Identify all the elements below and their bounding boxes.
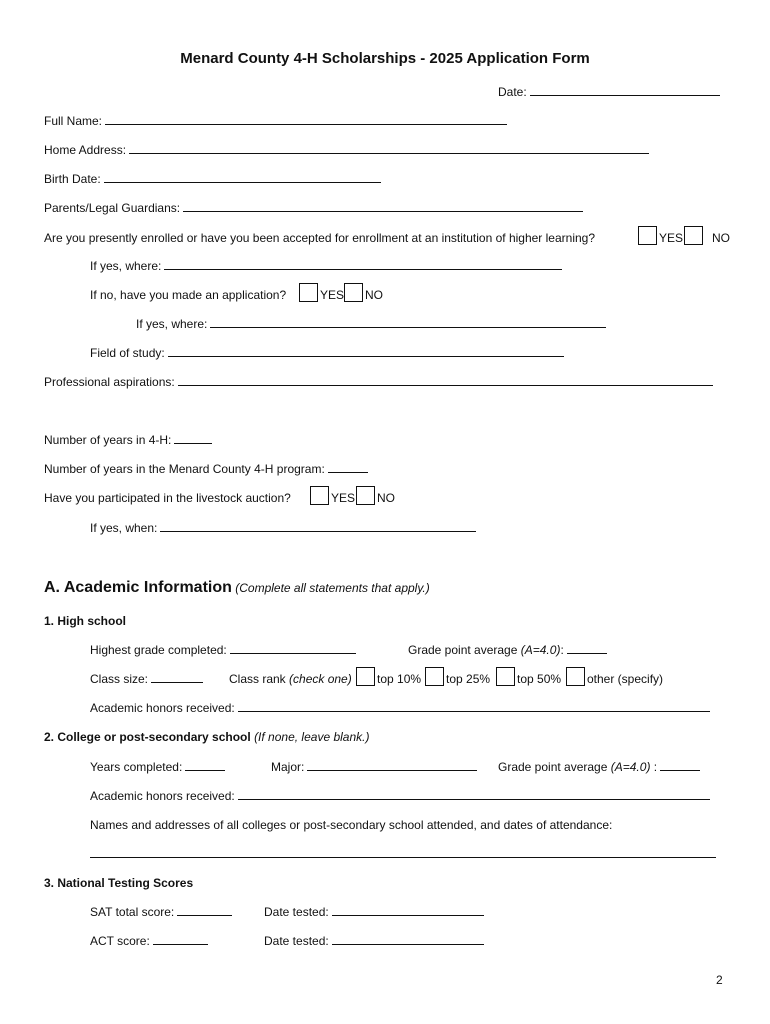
sat-field: [90, 904, 232, 920]
hs-gpa-field: Grade point average (A=4.0):: [408, 642, 607, 658]
enrolled-where-field: [90, 258, 562, 274]
years-menard-label: Number of years in the Menard County 4-H program:: [44, 462, 325, 476]
livestock-question: Have you participated in the livestock auction?: [44, 491, 291, 505]
application-yes-label: YES: [320, 288, 345, 302]
years-4h-field: [44, 432, 212, 448]
enrolled-where-input-line[interactable]: [164, 258, 562, 270]
major-field: [271, 759, 477, 775]
livestock-no-checkbox[interactable]: [356, 486, 375, 505]
field-of-study-input-line[interactable]: [168, 345, 564, 357]
aspirations-input-line[interactable]: [178, 374, 713, 386]
guardians-label: Parents/Legal Guardians:: [44, 201, 181, 215]
years-completed-field: [90, 759, 225, 775]
section-a-heading: [44, 580, 430, 596]
page-number: 2: [716, 973, 723, 987]
sat-input-line[interactable]: [177, 904, 232, 916]
application-no-label: NO: [365, 288, 383, 302]
rank-other-checkbox[interactable]: [566, 667, 585, 686]
birth-date-label: Birth Date:: [44, 172, 101, 186]
sat-label: SAT total score:: [90, 905, 175, 919]
names-addresses-label: Names and addresses of all colleges or post-secondary school attended, and dates of attendance:: [90, 818, 613, 832]
college-gpa-label: Grade point average: [498, 760, 608, 774]
years-4h-label: Number of years in 4-H:: [44, 433, 172, 447]
section-a-note: (Complete all statements that apply.): [235, 581, 430, 595]
hs-gpa-label: Grade point average: [408, 643, 518, 657]
years-4h-input-line[interactable]: [174, 432, 212, 444]
enrollment-question: Are you presently enrolled or have you been accepted for enrollment at an institution of higher learning?: [44, 231, 596, 245]
rank-other-label: other (specify): [587, 672, 664, 686]
livestock-when-input-line[interactable]: [160, 520, 476, 532]
livestock-yes-checkbox[interactable]: [310, 486, 329, 505]
enrolled-where-label: If yes, where:: [90, 259, 162, 273]
act-field: [90, 933, 208, 949]
field-of-study-label: Field of study:: [90, 346, 165, 360]
livestock-when-field: [90, 520, 476, 536]
application-question: If no, have you made an application?: [90, 288, 287, 302]
rank-top25-checkbox[interactable]: [425, 667, 444, 686]
hs-honors-label: Academic honors received:: [90, 701, 235, 715]
enrolled-yes-checkbox[interactable]: [638, 226, 657, 245]
rank-top25-label: top 25%: [446, 672, 491, 686]
livestock-yes-label: YES: [331, 491, 356, 505]
livestock-when-label: If yes, when:: [90, 521, 158, 535]
aspirations-field: [44, 374, 713, 390]
sat-date-field: [264, 904, 484, 920]
testing-heading: 3. National Testing Scores: [44, 876, 194, 890]
college-gpa-scale: (A=4.0): [610, 760, 651, 774]
highest-grade-label: Highest grade completed:: [90, 643, 227, 657]
rank-top50-checkbox[interactable]: [496, 667, 515, 686]
years-completed-input-line[interactable]: [185, 759, 225, 771]
sat-date-input-line[interactable]: [332, 904, 484, 916]
full-name-input-line[interactable]: [105, 113, 507, 125]
class-rank-label: [229, 671, 352, 687]
enrolled-no-checkbox[interactable]: [684, 226, 703, 245]
application-no-checkbox[interactable]: [344, 283, 363, 302]
college-title: 2. College or post-secondary school: [44, 730, 251, 744]
college-heading: [44, 729, 369, 745]
hs-honors-input-line[interactable]: [238, 700, 710, 712]
college-gpa-input-line[interactable]: [660, 759, 700, 771]
class-size-input-line[interactable]: [151, 671, 203, 683]
college-honors-label: Academic honors received:: [90, 789, 235, 803]
act-input-line[interactable]: [153, 933, 208, 945]
college-gpa-field: Grade point average (A=4.0) :: [498, 759, 700, 775]
section-a-title: A. Academic Information: [44, 579, 232, 596]
class-size-field: [90, 671, 203, 687]
names-addresses-input-line[interactable]: [90, 846, 716, 858]
enrolled-no-label: NO: [712, 231, 730, 245]
guardians-input-line[interactable]: [183, 200, 583, 212]
rank-top10-label: top 10%: [377, 672, 422, 686]
birth-date-field: [44, 171, 381, 187]
years-completed-label: Years completed:: [90, 760, 183, 774]
home-address-input-line[interactable]: [129, 142, 649, 154]
field-of-study-field: [90, 345, 564, 361]
major-label: Major:: [271, 760, 305, 774]
page-title: Menard County 4-H Scholarships - 2025 Application Form: [180, 50, 590, 67]
date-input-line[interactable]: [530, 84, 720, 96]
hs-honors-field: [90, 700, 710, 716]
rank-top50-label: top 50%: [517, 672, 562, 686]
act-label: ACT score:: [90, 934, 150, 948]
hs-gpa-scale: (A=4.0): [520, 643, 561, 657]
livestock-no-label: NO: [377, 491, 395, 505]
application-where-input-line[interactable]: [210, 316, 606, 328]
class-rank-check-one: (check one): [289, 672, 352, 686]
application-where-label: If yes, where:: [136, 317, 208, 331]
sat-date-label: Date tested:: [264, 905, 329, 919]
college-honors-input-line[interactable]: [238, 788, 710, 800]
college-honors-field: [90, 788, 710, 804]
guardians-field: [44, 200, 583, 216]
college-note: (If none, leave blank.): [254, 730, 370, 744]
enrolled-yes-label: YES: [659, 231, 684, 245]
home-address-label: Home Address:: [44, 143, 127, 157]
act-date-input-line[interactable]: [332, 933, 484, 945]
date-field: [498, 84, 720, 100]
names-addresses-field: [90, 846, 716, 862]
class-size-label: Class size:: [90, 672, 149, 686]
high-school-heading: 1. High school: [44, 614, 127, 628]
highest-grade-input-line[interactable]: [230, 642, 356, 654]
hs-gpa-input-line[interactable]: [567, 642, 607, 654]
years-menard-field: [44, 461, 368, 477]
full-name-field: [44, 113, 507, 129]
application-yes-checkbox[interactable]: [299, 283, 318, 302]
highest-grade-field: [90, 642, 356, 658]
application-where-field: [136, 316, 606, 332]
date-label: Date:: [498, 85, 527, 99]
rank-top10-checkbox[interactable]: [356, 667, 375, 686]
full-name-label: Full Name:: [44, 114, 103, 128]
years-menard-input-line[interactable]: [328, 461, 368, 473]
home-address-field: [44, 142, 649, 158]
class-rank-text: Class rank: [229, 672, 286, 686]
aspirations-label: Professional aspirations:: [44, 375, 175, 389]
birth-date-input-line[interactable]: [104, 171, 381, 183]
act-date-field: [264, 933, 484, 949]
major-input-line[interactable]: [307, 759, 477, 771]
act-date-label: Date tested:: [264, 934, 329, 948]
